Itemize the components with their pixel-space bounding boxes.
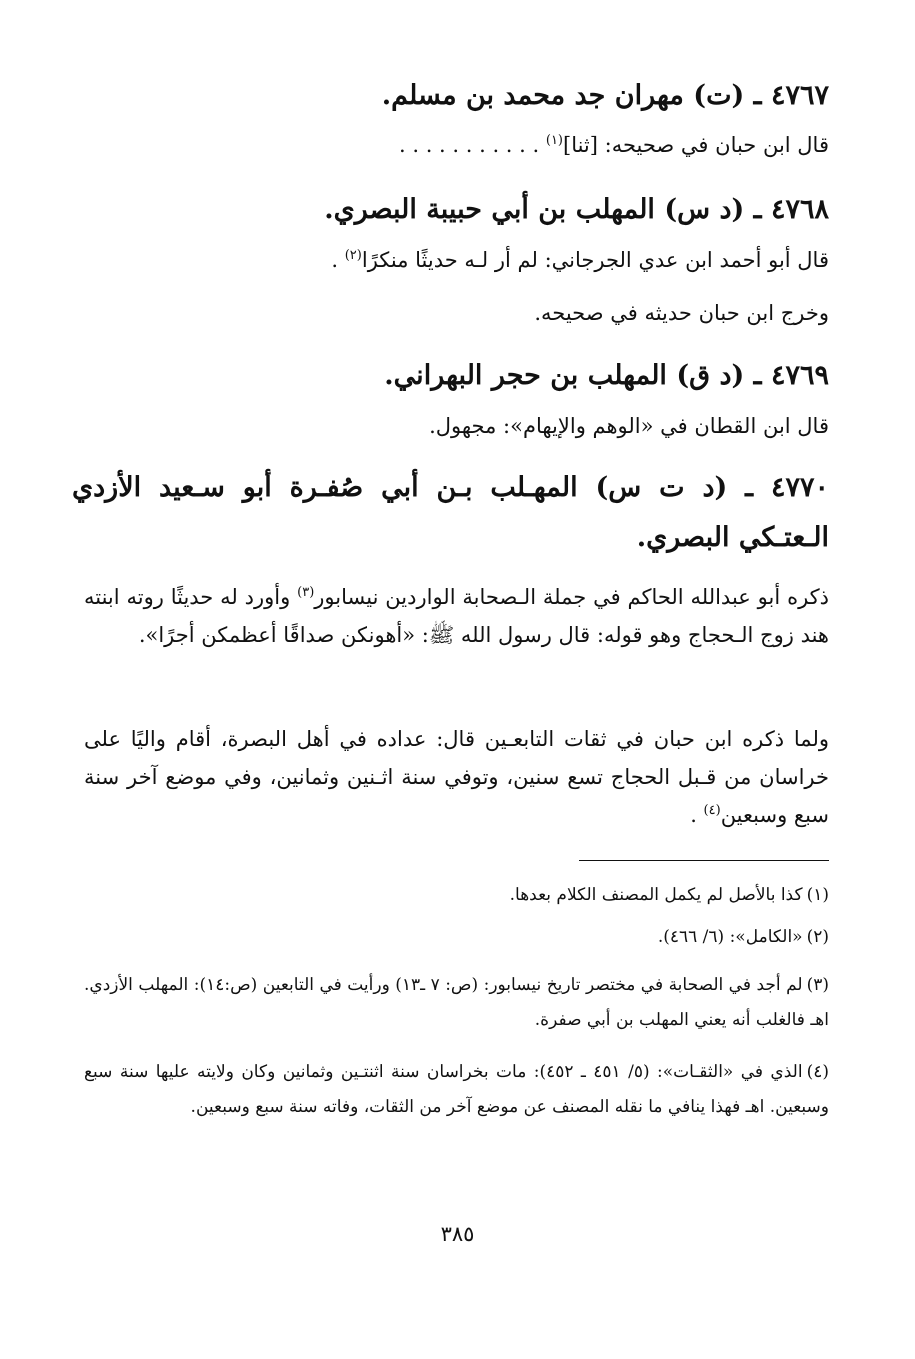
footnote-ref[interactable]: (٣) bbox=[297, 585, 315, 600]
footnote-2 bbox=[84, 920, 829, 955]
paragraph-text: . bbox=[690, 803, 704, 827]
footnote-text: «الكامل»: (٦/ ٤٦٦). bbox=[657, 927, 803, 947]
footnote-ref[interactable]: (١) bbox=[545, 133, 563, 148]
entry-heading-4767: ٤٧٦٧ ـ (ت) مهران جد محمد بن مسلم. bbox=[381, 80, 829, 111]
line-text: قال ابن حبان في صحيحه: [ثنا] bbox=[563, 133, 829, 157]
entry-line: قال ابن القطان في «الوهم والإيهام»: مجهول. bbox=[429, 414, 829, 438]
entry-heading-4768: ٤٧٦٨ ـ (د س) المهلب بن أبي حبيبة البصري. bbox=[324, 194, 829, 225]
footnote-1 bbox=[84, 878, 829, 913]
body-paragraph bbox=[84, 720, 829, 834]
footnote-separator bbox=[579, 860, 829, 861]
footnote-text: الذي في «الثقـات»: (٥/ ٤٥١ ـ ٤٥٢): مات بخراسان سنة اثنتـين وثمانين وكان ولايته عليها سنة سبع وسبعين. اهـ فهذا ينافي ما نقله المصنف عن موضع آخر من الثقات، وفاته سنة سبع وسبعين. bbox=[84, 1062, 829, 1117]
entry-line: وخرج ابن حبان حديثه في صحيحه. bbox=[534, 301, 829, 325]
entry-line bbox=[72, 128, 829, 162]
footnote-text: كذا بالأصل لم يكمل المصنف الكلام بعدها. bbox=[509, 885, 803, 905]
paragraph-text: وأورد له حديثًا روته ابنته هند زوج الـحجاج وهو قوله: قال رسول الله ﷺ: «أهونكن صداقًا أعظمكن أجرًا». bbox=[84, 585, 829, 647]
page-number: ٣٨٥ bbox=[440, 1222, 475, 1246]
footnote-number: (٣) bbox=[806, 975, 829, 995]
line-text: قال أبو أحمد ابن عدي الجرجاني: لم أر لـه حديثًا منكرًا bbox=[361, 248, 829, 272]
entry-heading-4770: ٤٧٧٠ ـ (د ت س) المهـلب بـن أبي صُفـرة أبو سـعيد الأزدي الـعتـكي البصري. bbox=[72, 472, 829, 553]
footnote-4 bbox=[84, 1055, 829, 1125]
paragraph-text: ذكره أبو عبدالله الحاكم في جملة الـصحابة الواردين نيسابور bbox=[314, 585, 830, 609]
footnote-ref[interactable]: (٤) bbox=[703, 803, 721, 818]
footnote-ref[interactable]: (٢) bbox=[344, 248, 362, 263]
entry-line bbox=[72, 243, 829, 277]
footnote-3 bbox=[84, 968, 829, 1038]
footnote-number: (١) bbox=[806, 885, 829, 905]
footnote-number: (٢) bbox=[806, 927, 829, 947]
footnote-number: (٤) bbox=[806, 1062, 829, 1082]
ellipsis-dots: . . . . . . . . . . . bbox=[399, 133, 546, 157]
footnote-text: لم أجد في الصحابة في مختصر تاريخ نيسابور: (ص: ٧ ـ١٣) ورأيت في التابعين (ص:١٤): المهلب الأزدي. اهـ فالغلب أنه يعني المهلب بن أبي صفرة. bbox=[84, 975, 829, 1030]
body-paragraph bbox=[84, 578, 829, 654]
paragraph-text: ولما ذكره ابن حبان في ثقات التابعـين قال: عداده في أهل البصرة، أقام واليًا على خراسان من قـبل الحجاج تسع سنين، وتوفي سنة اثـنين وثمانين، وفي موضع آخر سنة سبع وسبعين bbox=[84, 727, 829, 827]
line-tail: . bbox=[331, 248, 345, 272]
entry-heading-4769: ٤٧٦٩ ـ (د ق) المهلب بن حجر البهراني. bbox=[384, 360, 829, 391]
